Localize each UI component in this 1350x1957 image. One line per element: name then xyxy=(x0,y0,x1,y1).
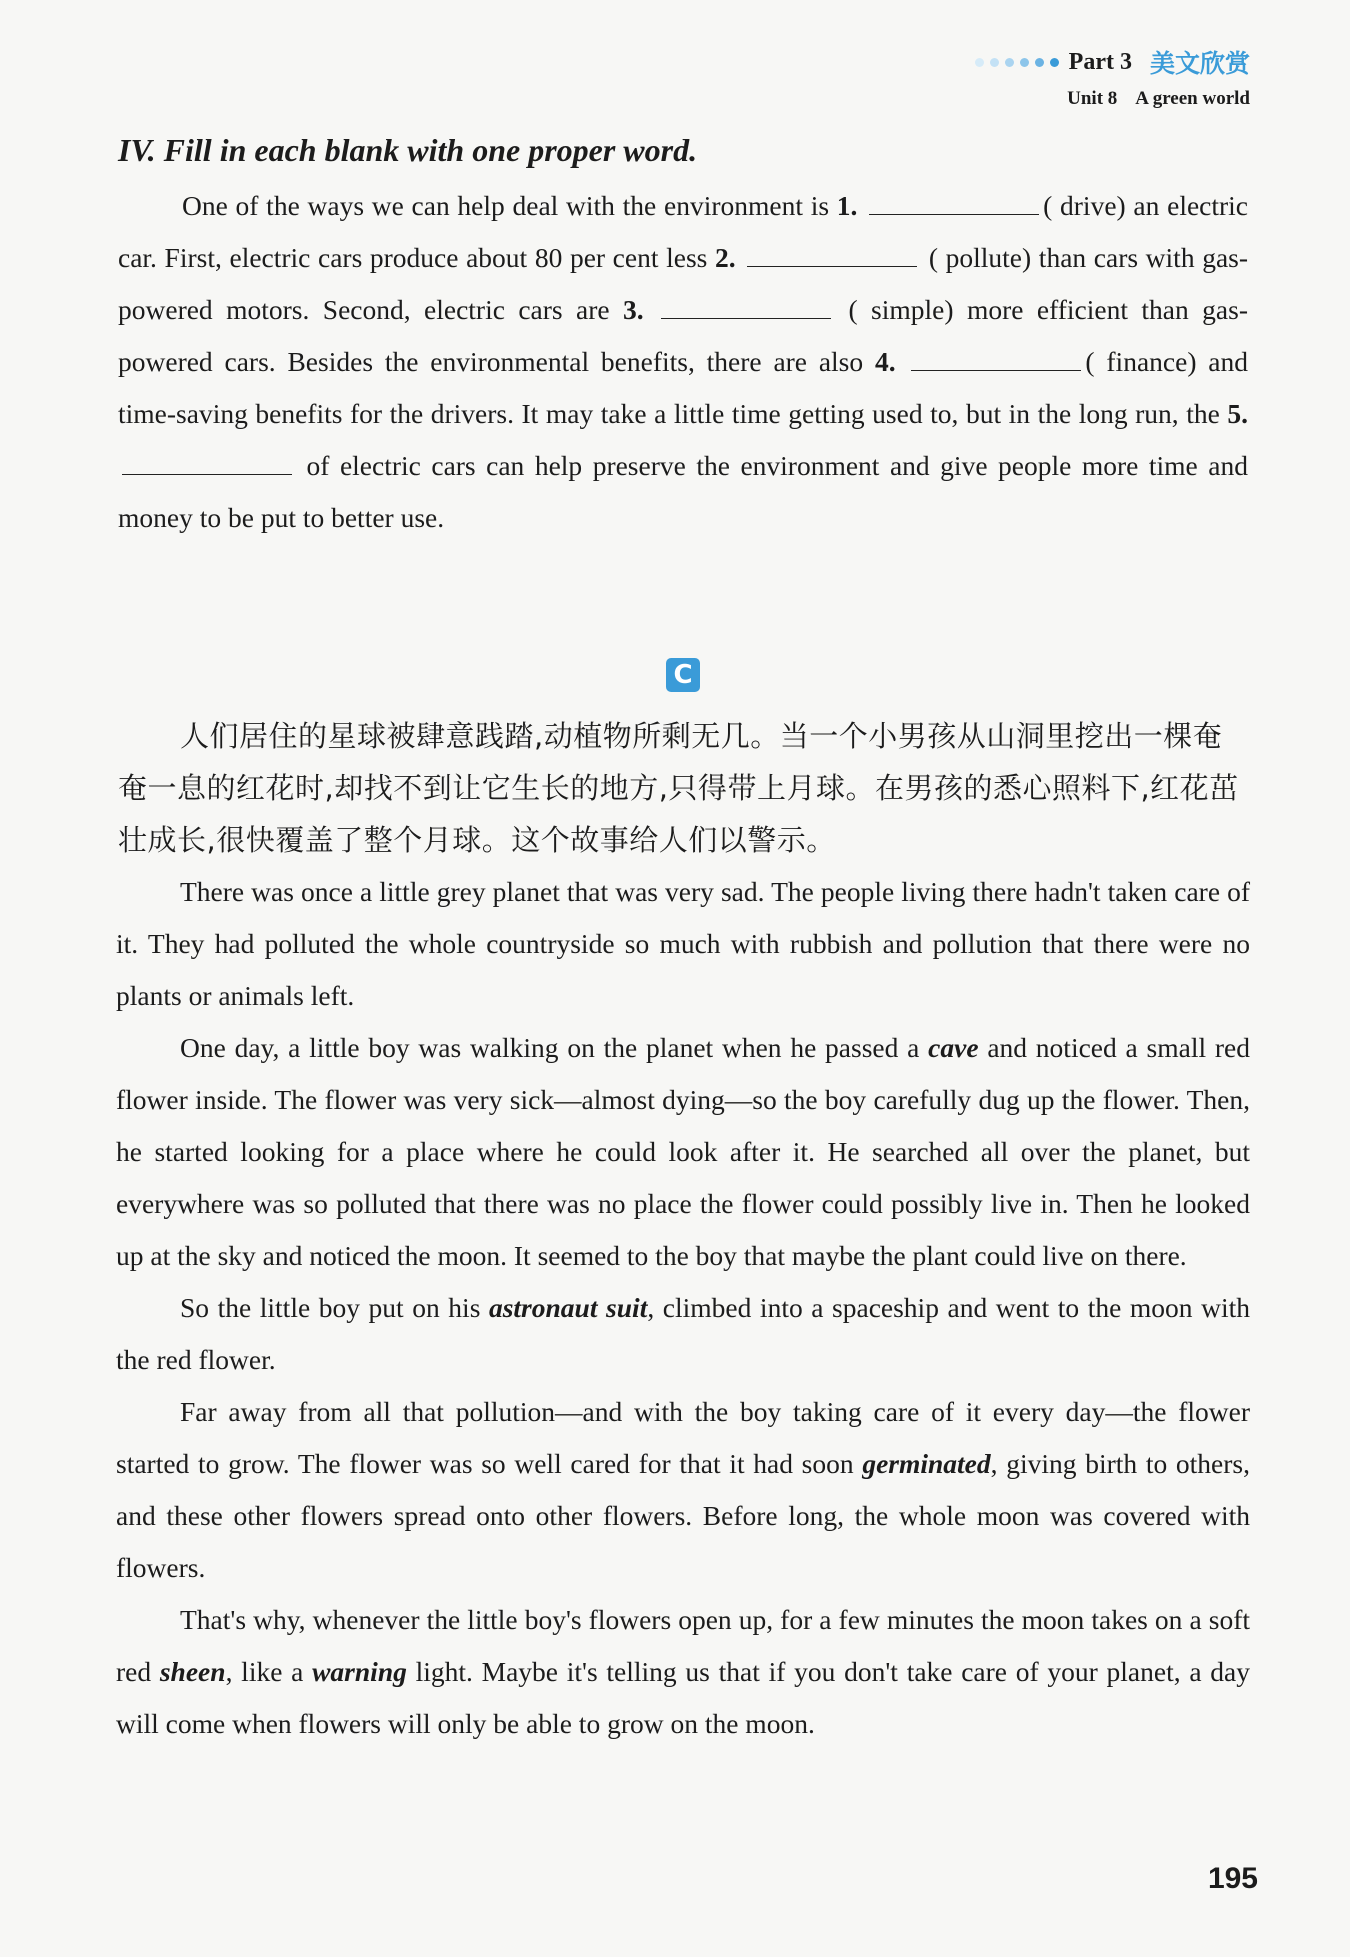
keyword-warning: warning xyxy=(312,1656,407,1687)
page-number: 195 xyxy=(1207,1862,1258,1895)
blank-number-1: 1. xyxy=(836,190,858,221)
word-hint-2: ( pollute) xyxy=(928,242,1032,273)
story-paragraph-4: Far away from all that pollution—and with the boy taking care of it every day—the flower started to grow. The flower was so well cared for that it had soon germinated, giving birth to others, and these other flowers spread onto other flowers. Before long, the whole moon was covered with flowers. xyxy=(116,1396,1250,1583)
page-header xyxy=(975,44,1250,110)
keyword-germinated: germinated xyxy=(862,1448,991,1479)
word-hint-4: ( finance) xyxy=(1085,346,1197,377)
exercise-title: IV. Fill in each blank with one proper word. xyxy=(118,132,698,168)
blank-3[interactable] xyxy=(661,294,831,319)
unit-title: A green world xyxy=(1135,88,1250,109)
blank-number-5: 5. xyxy=(1227,398,1248,429)
section-c-badge: C xyxy=(666,658,700,692)
blank-number-4: 4. xyxy=(874,346,896,377)
blank-number-3: 3. xyxy=(623,294,644,325)
word-hint-3: ( simple) xyxy=(848,294,954,325)
unit-label: Unit 8 xyxy=(1067,88,1118,109)
story-paragraph-5: That's why, whenever the little boy's flowers open up, for a few minutes the moon takes on a soft red sheen, like a warning light. Maybe it's telling us that if you don't take care of your planet, a day will come when flowers will only be able to grow on the moon. xyxy=(116,1604,1250,1739)
story-paragraph-3: So the little boy put on his astronaut suit, climbed into a spaceship and went to the moon with the red flower. xyxy=(116,1292,1250,1375)
blank-1[interactable] xyxy=(869,190,1039,215)
blank-2[interactable] xyxy=(747,242,917,267)
story-paragraph-2: One day, a little boy was walking on the planet when he passed a cave and noticed a small red flower inside. The flower was very sick—almost dying—so the boy carefully dug up the flower. Then, he started looking for a place where he could look after it. He searched all over the planet, but everywhere was so polluted that there was no place the flower could possibly live in. Then he looked up at the sky and noticed the moon. It seemed to the boy that maybe the plant could live on there. xyxy=(116,1032,1251,1271)
story-text xyxy=(116,866,1250,1750)
story-paragraph-1: There was once a little grey planet that was very sad. The people living there hadn't taken care of it. They had polluted the whole countryside so much with rubbish and pollution that there were no plants or animals left. xyxy=(116,876,1250,1011)
decorative-dots-icon xyxy=(975,58,1059,67)
blank-5[interactable] xyxy=(122,450,292,475)
keyword-astronaut-suit: astronaut suit xyxy=(488,1292,648,1323)
part-label: Part 3 xyxy=(1068,48,1132,75)
chinese-summary: 人们居住的星球被肆意践踏,动植物所剩无几。当一个小男孩从山洞里挖出一棵奄奄一息的红花时,却找不到让它生长的地方,只得带上月球。在男孩的悉心照料下,红花茁壮成长,很快覆盖了整个月球。这个故事给人们以警示。 xyxy=(118,719,1239,857)
keyword-cave: cave xyxy=(928,1032,979,1063)
part-chinese-title: 美文欣赏 xyxy=(1149,49,1250,78)
exercise-passage: One of the ways we can help deal with the environment is 1. ( drive) an electric car. First, electric cars produce about 80 per cent less 2. ( pollute) than cars with gas-powered motors. Second, electric cars are 3. ( simple) more efficient than gas-powered cars. Besides the environmental benefits, there are also 4. ( finance) and time-saving benefits for the drivers. It may take a little time getting used to, but in the long run, the 5. of electric cars can help preserve the environment and give people more time and money to be put to better use. xyxy=(118,190,1249,533)
keyword-sheen: sheen xyxy=(159,1656,226,1687)
blank-number-2: 2. xyxy=(714,242,736,273)
word-hint-1: ( drive) xyxy=(1043,190,1126,221)
blank-4[interactable] xyxy=(911,346,1081,371)
